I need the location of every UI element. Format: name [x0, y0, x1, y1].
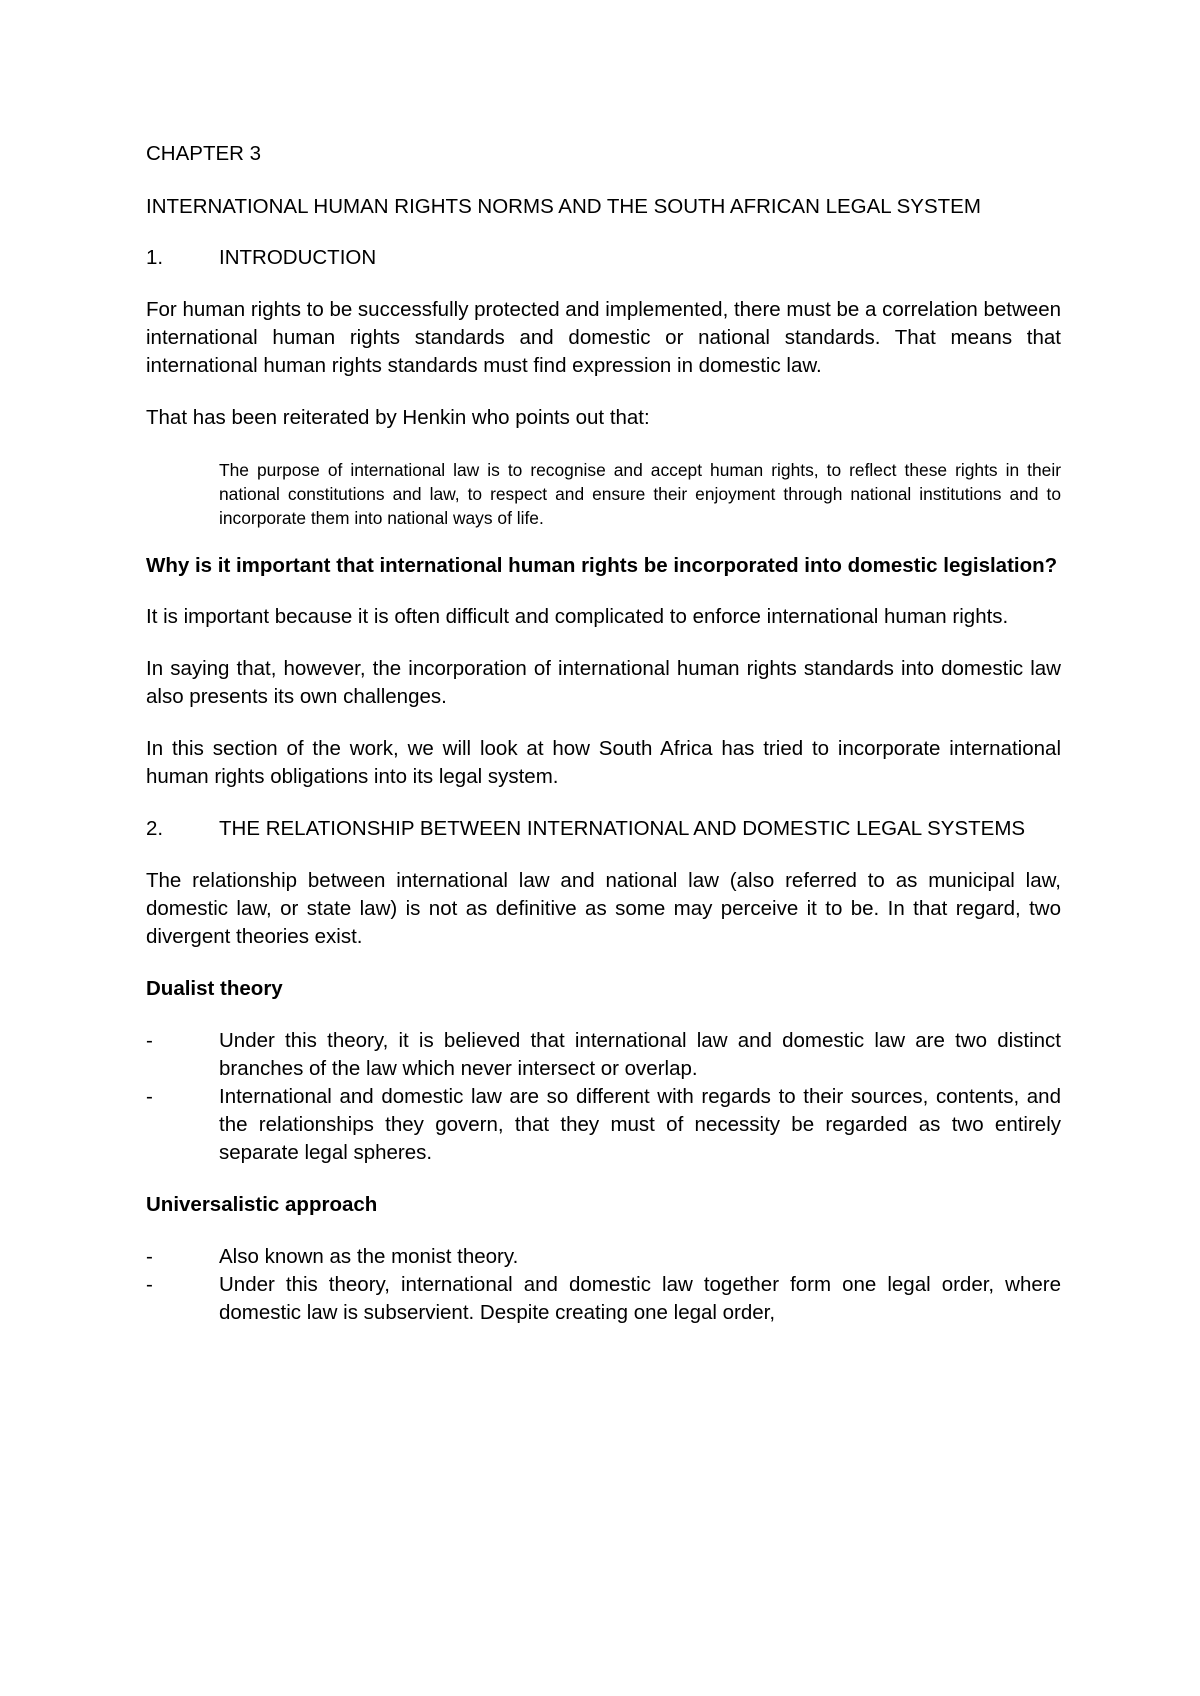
subheading-dualist: Dualist theory — [146, 977, 283, 1000]
bullet-marker: - — [146, 1273, 153, 1296]
document-page — [146, 143, 1061, 1327]
list-item-text: Also known as the monist theory. — [219, 1245, 519, 1268]
section-2-heading — [146, 815, 1061, 843]
section-title: THE RELATIONSHIP BETWEEN INTERNATIONAL AND DOMESTIC LEGAL SYSTEMS — [219, 817, 1026, 840]
paragraph: The relationship between international law and national law (also referred to as municipal law, domestic law, or state law) is not as definitive as some may perceive it to be. In that regard, two divergent theories exist. — [146, 869, 1061, 948]
chapter-title: INTERNATIONAL HUMAN RIGHTS NORMS AND THE SOUTH AFRICAN LEGAL SYSTEM — [146, 195, 981, 218]
bullet-marker: - — [146, 1029, 153, 1052]
section-number: 1. — [146, 246, 164, 269]
paragraph: It is important because it is often difficult and complicated to enforce international human rights. — [146, 605, 1009, 628]
subheading-universalistic: Universalistic approach — [146, 1193, 378, 1216]
list-item — [146, 1243, 1061, 1271]
paragraph: In this section of the work, we will look at how South Africa has tried to incorporate international human rights obligations into its legal system. — [146, 737, 1061, 788]
chapter-label: CHAPTER 3 — [146, 142, 262, 165]
paragraph: For human rights to be successfully protected and implemented, there must be a correlation between international human rights standards and domestic or national standards. That means that international human rights standards must find expression in domestic law. — [146, 298, 1062, 377]
paragraph: In saying that, however, the incorporation of international human rights standards into domestic law also presents its own challenges. — [146, 657, 1061, 708]
section-number: 2. — [146, 817, 164, 840]
question-heading: Why is it important that international human rights be incorporated into domestic legislation? — [146, 554, 1058, 577]
list-item-text: International and domestic law are so different with regards to their sources, contents, and the relationships they govern, that they must of necessity be regarded as two entirely separate legal spheres. — [219, 1085, 1061, 1164]
bullet-marker: - — [146, 1085, 153, 1108]
bullet-marker: - — [146, 1245, 153, 1268]
section-1-heading — [146, 244, 1061, 272]
paragraph: That has been reiterated by Henkin who points out that: — [146, 406, 650, 429]
block-quote: The purpose of international law is to recognise and accept human rights, to reflect these rights in their national constitutions and law, to respect and ensure their enjoyment through national institutions and to incorporate them into national ways of life. — [219, 460, 1061, 528]
list-item — [146, 1083, 1061, 1167]
section-title: INTRODUCTION — [219, 246, 377, 269]
list-item-text: Under this theory, international and domestic law together form one legal order, where domestic law is subservient. Despite creating one legal order, — [219, 1273, 1061, 1324]
list-item — [146, 1271, 1061, 1327]
list-item — [146, 1027, 1061, 1083]
list-item-text: Under this theory, it is believed that international law and domestic law are two distinct branches of the law which never intersect or overlap. — [219, 1029, 1061, 1080]
